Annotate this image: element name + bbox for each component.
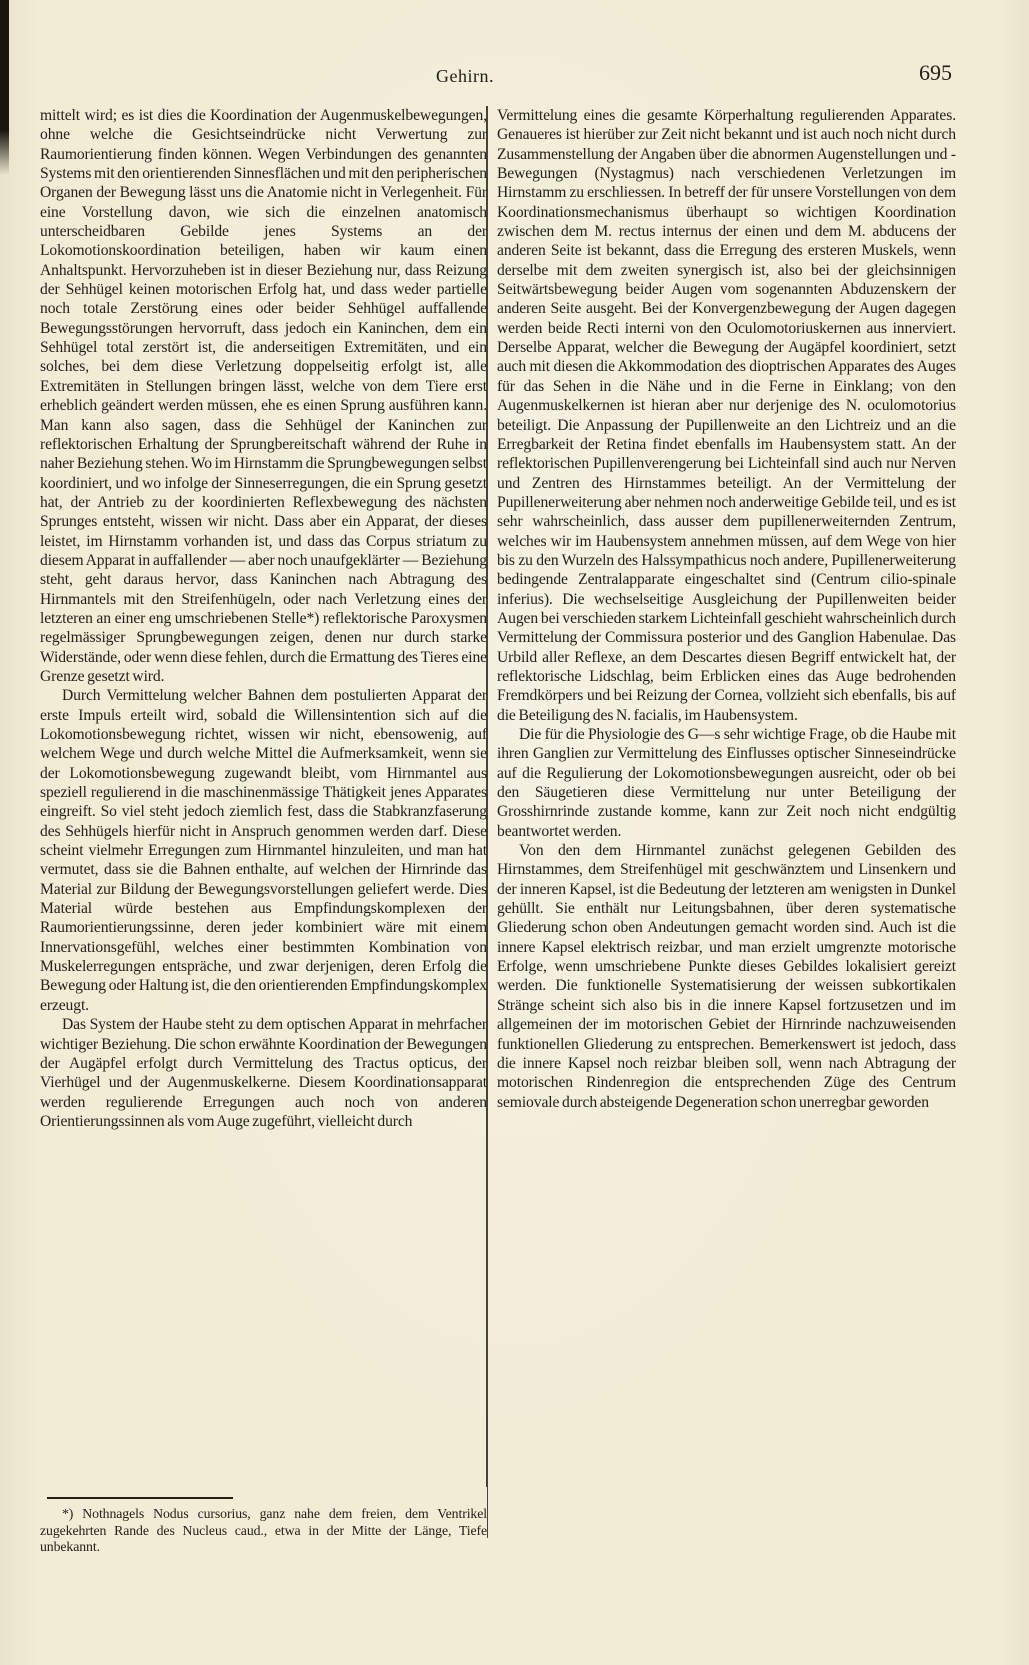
body-paragraph: mittelt wird; es ist dies die Koordination der Augenmuskelbewegungen, ohne welche die Gesichtseindrücke nicht Verwertung zur Raumorientierung finden können. Wegen Verbindungen des genannten Systems mit den orientierenden Sinnesflächen und mit den peripherischen Organen der Bewegung lässt uns die Anatomie nicht in Verlegenheit. Für eine Vorstellung davon, wie sich die einzelnen anatomisch unterscheidbaren Gebilde jenes Systems an der Lokomotionskoordination beteiligen, haben wir kaum einen Anhaltspunkt. Hervorzuheben ist in dieser Beziehung nur, dass Reizung der Sehhügel keinen motorischen Erfolg hat, und dass weder partielle noch totale Zerstörung eines oder beider Sehhügel auffallende Bewegungsstörungen hervorruft, dass jedoch ein Kaninchen, dem ein Sehhügel total zerstört ist, die anderseitigen Extremitäten, und ein solches, bei dem diese Verletzung doppelseitig erfolgt ist, alle Extremitäten in Stellungen bringen lässt, welche von dem Tiere erst erheblich geändert werden müssen, ehe es einen Sprung ausführen kann. Man kann also sagen, dass die Sehhügel der Kaninchen zur reflektorischen Erhaltung der Sprungbereitschaft während der Ruhe in naher Beziehung stehen. Wo im Hirnstamm die Sprungbewegungen selbst koordiniert, und wo infolge der Sinneserregungen, die ein Sprung gesetzt hat, der Antrieb zu der koordinierten Reflexbewegung des nächsten Sprunges entsteht, wissen wir nicht. Dass aber ein Apparat, der dieses leistet, im Hirnstamm vorhanden ist, und dass das Corpus striatum zu diesem Apparat in auffallender — aber noch unaufgeklärter — Beziehung steht, geht daraus hervor, dass Kaninchen nach Abtragung des Hirnmantels mit den Streifenhügeln, oder nach Verletzung eines der letzteren an einer eng umschriebenen Stelle*) reflektorische Paroxysmen regelmässiger Sprungbewegungen zeigen, denen nur durch starke Widerstände, oder wenn diese fehlen, durch die Ermattung des Tieres eine Grenze gesetzt wird. <box>40 107 487 685</box>
left-column <box>40 106 487 1556</box>
body-paragraph: Durch Vermittelung welcher Bahnen dem postulierten Apparat der erste Impuls erteilt wird, sobald die Willensintention sich auf die Lokomotionsbewegung richtet, wissen wir nicht, ebensowenig, auf welchem Wege und durch welche Mittel die Aufmerksamkeit, wenn sie der Lokomotionsbewegung zugewandt bleibt, vom Hirnmantel aus speziell regulierend in die maschinenmässige Thätigkeit jenes Apparates eingreift. So viel steht jedoch ziemlich fest, dass die Stabkranzfaserung des Sehhügels hierfür nicht in Anspruch genommen werden darf. Diese scheint vielmehr Erregungen zum Hirnmantel hinzuleiten, und man hat vermutet, dass sie die Bahnen enthalte, auf welchen der Hirnrinde das Material zur Bildung der Bewegungsvorstellungen geliefert werde. Dies Material würde bestehen aus Empfindungskomplexen der Raumorientierungssinne, deren jeder kombiniert wäre mit einem Innervationsgefühl, welches einer bestimmten Kombination von Muskelerregungen entspräche, und zwar derjenigen, deren Erfolg die Bewegung oder Haltung ist, die den orientierenden Empfindungskomplex erzeugt. <box>40 687 487 1014</box>
footnote-block <box>40 1487 487 1556</box>
footnote <box>40 1506 487 1556</box>
body-paragraph: Von den dem Hirnmantel zunächst gelegenen Gebilden des Hirnstammes, dem Streifenhügel mit geschwänztem und Linsenkern und der inneren Kapsel, ist die Bedeutung der letzteren am wenigsten in Dunkel gehüllt. Sie enthält nur Leitungsbahnen, über deren systematische Gliederung schon oben Andeutungen gemacht worden sind. Auch ist die innere Kapsel elektrisch reizbar, und man erzielt umgrenzte motorische Erfolge, wenn umschriebene Punkte dieses Gebildes lokalisiert gereizt werden. Die funktionelle Systematisierung der weissen subkortikalen Stränge scheint sich also bis in die innere Kapsel fortzusetzen und im allgemeinen der im motorischen Gebiet der Hirnrinde nachzuweisenden funktionellen Gliederung zu entsprechen. Bemerkenswert ist jedoch, dass die innere Kapsel noch reizbar bleiben soll, wenn nach Abtragung der motorischen Rindenregion die entsprechenden Züge des Centrum semiovale durch absteigende Degeneration schon unerregbar geworden <box>497 842 956 1111</box>
body-paragraph: Vermittelung eines die gesamte Körperhaltung regulierenden Apparates. Genaueres ist hierüber zur Zeit nicht bekannt und ist auch noch nicht durch Zusammenstellung der Angaben über die abnormen Augenstellungen und -Bewegungen (Nystagmus) nach verschiedenen Verletzungen im Hirnstamm zu erschliessen. In betreff der für unsere Vorstellungen von dem Koordinationsmechanismus überhaupt so wichtigen Koordination zwischen dem M. rectus internus der einen und dem M. abducens der anderen Seite ist bekannt, dass die Erregung des ersteren Muskels, wenn derselbe mit dem zweiten synergisch ist, also bei der gleichsinnigen Seitwärtsbewegung beider Augen vom sogenannten Abduzenskern der anderen Seite ausgeht. Bei der Konvergenzbewegung der Augen dagegen werden beide Recti interni von den Oculomotoriuskernen aus innerviert. Derselbe Apparat, welcher die Bewegung der Augäpfel koordiniert, setzt auch mit diesen die Akkommodation des dioptrischen Apparates des Auges für das Sehen in die Nähe und in die Ferne in Einklang; von den Augenmuskelkernen ist hieran aber nur derjenige des N. oculomotorius beteiligt. Die Anpassung der Pupillenweite an den Lichtreiz und an die Erregbarkeit der Retina findet ebenfalls im Haubensystem statt. An der reflektorischen Pupillenverengerung bei Lichteinfall sind auch nur Nerven und Zentren des Hirnstammes beteiligt. An der Vermittelung der Pupillenerweiterung aber nehmen noch anderweitige Gebilde teil, und es ist sehr wahrscheinlich, dass ausser dem pupillenerweiternden Zentrum, welches wir im Haubensystem annehmen müssen, auf dem Wege von hier bis zu den Wurzeln des Halssympathicus noch andere, Pupillenerweiterung bedingende Zentralapparate eingeschaltet sind (Centrum cilio-spinale inferius). Die wechselseitige Ausgleichung der Pupillenweiten beider Augen bei verschieden starkem Lichteinfall geschieht wahrscheinlich durch Vermittelung der Commissura posterior und des Ganglion Habenulae. Das Urbild aller Reflexe, an dem Descartes diesen Begriff entwickelt hat, der reflektorische Lidschlag, beim Erblicken eines das Auge bedrohenden Fremdkörpers und bei Reizung der Cornea, vollzieht sich ebenfalls, bis auf die Beteiligung des N. facialis, im Haubensystem. <box>497 107 956 724</box>
page-header <box>0 58 1029 98</box>
page-number: 695 <box>919 60 952 85</box>
right-column <box>497 106 956 1556</box>
body-paragraph: Das System der Haube steht zu dem optischen Apparat in mehrfacher wichtiger Beziehung. Die schon erwähnte Koordination der Bewegungen der Augäpfel erfolgt durch Vermittelung des Tractus opticus, der Vierhügel und der Augenmuskelkerne. Diesem Koordinationsapparat werden regulierende Erregungen auch noch von anderen Orientierungssinnen als vom Auge zugeführt, vielleicht durch <box>40 1016 487 1130</box>
body-paragraph: Die für die Physiologie des G—s sehr wichtige Frage, ob die Haube mit ihren Ganglien zur Vermittelung des Einflusses optischer Sinneseindrücke auf die Regulierung der Lokomotionsbewegungen ausreicht, oder ob bei den Säugetieren diese Vermittelung nur unter Beteiligung der Grosshirnrinde zustande komme, kann zur Zeit noch nicht endgültig beantwortet werden. <box>497 726 956 840</box>
footnote-text: Nothnagels Nodus cursorius, ganz nahe dem freien, dem Ventrikel zugekehrten Rande des Nucleus caud., etwa in der Mitte der Länge, Tiefe unbekannt. <box>40 1506 487 1555</box>
running-title: Gehirn. <box>436 66 494 86</box>
footnote-separator-rule <box>47 1497 233 1499</box>
footnote-marker: *) <box>62 1506 74 1522</box>
